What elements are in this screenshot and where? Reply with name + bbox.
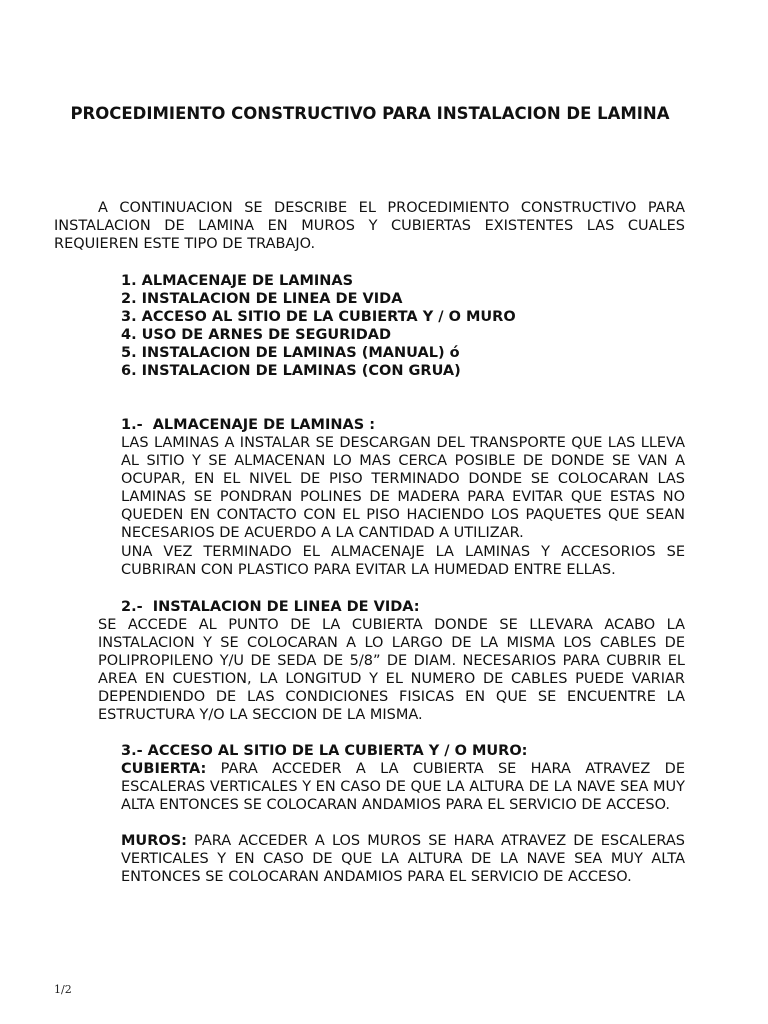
section-body-almacenaje-2: UNA VEZ TERMINADO EL ALMACENAJE LA LAMINAS Y ACCESORIOS SE CUBRIRAN CON PLASTICO PARA EVITAR LA HUMEDAD ENTRE ELLAS.	[121, 544, 685, 579]
toc-item: 5. INSTALACION DE LAMINAS (MANUAL) ó	[121, 345, 460, 362]
section-body-cubierta	[121, 760, 685, 814]
toc-item: 3. ACCESO AL SITIO DE LA CUBIERTA Y / O MURO	[121, 309, 516, 326]
document-title: PROCEDIMIENTO CONSTRUCTIVO PARA INSTALACION DE LAMINA	[70, 104, 670, 123]
section-body-almacenaje: LAS LAMINAS A INSTALAR SE DESCARGAN DEL TRANSPORTE QUE LAS LLEVA AL SITIO Y SE ALMACENAN LO MAS CERCA POSIBLE DE DONDE SE VAN A OCUPAR, EN EL NIVEL DE PISO TERMINADO DONDE SE COLOCARAN LAS LAMINAS SE PONDRAN POLINES DE MADERA PARA EVITAR QUE ESTAS NO QUEDEN EN CONTACTO CON EL PISO HACIENDO LOS PAQUETES QUE SEAN NECESARIOS DE ACUERDO A LA CANTIDAD A UTILIZAR.	[121, 435, 685, 542]
toc-item: 1. ALMACENAJE DE LAMINAS	[121, 273, 354, 289]
intro-paragraph: A CONTINUACION SE DESCRIBE EL PROCEDIMIENTO CONSTRUCTIVO PARA INSTALACION DE LAMINA EN MUROS Y CUBIERTAS EXISTENTES LAS CUALES REQUIEREN ESTE TIPO DE TRABAJO.	[54, 200, 685, 253]
section-heading-almacenaje: 1.- ALMACENAJE DE LAMINAS :	[121, 417, 375, 433]
cubierta-label: CUBIERTA:	[121, 761, 207, 777]
section-body-muros	[121, 832, 685, 886]
cubierta-text: PARA ACCEDER A LA CUBIERTA SE HARA ATRAVEZ DE ESCALERAS VERTICALES Y EN CASO DE QUE LA ALTURA DE LA NAVE SEA MUY ALTA ENTONCES SE COLOCARAN ANDAMIOS PARA EL SERVICIO DE ACCESO.	[121, 761, 685, 814]
table-of-contents	[121, 272, 516, 381]
muros-text: PARA ACCEDER A LOS MUROS SE HARA ATRAVEZ DE ESCALERAS VERTICALES Y EN CASO DE QUE LA ALTURA DE LA NAVE SEA MUY ALTA ENTONCES SE COLOCARAN ANDAMIOS PARA EL SERVICIO DE ACCESO.	[121, 833, 685, 886]
section-heading-linea-de-vida: 2.- INSTALACION DE LINEA DE VIDA:	[121, 599, 420, 615]
page-number: 1/2	[54, 983, 72, 996]
section-body-linea-de-vida: SE ACCEDE AL PUNTO DE LA CUBIERTA DONDE SE LLEVARA ACABO LA INSTALACION Y SE COLOCARAN A LO LARGO DE LA MISMA LOS CABLES DE POLIPROPILENO Y/U DE SEDA DE 5/8” DE DIAM. NECESARIOS PARA CUBRIR EL AREA EN CUESTION, LA LONGITUD Y EL NUMERO DE CABLES PUEDE VARIAR DEPENDIENDO DE LAS CONDICIONES FISICAS EN QUE SE ENCUENTRE LA ESTRUCTURA Y/O LA SECCION DE LA MISMA.	[98, 617, 685, 724]
toc-item: 4. USO DE ARNES DE SEGURIDAD	[121, 327, 392, 344]
toc-item: 6. INSTALACION DE LAMINAS (CON GRUA)	[121, 363, 461, 380]
toc-item: 2. INSTALACION DE LINEA DE VIDA	[121, 291, 403, 308]
muros-label: MUROS:	[121, 833, 187, 849]
section-heading-acceso: 3.- ACCESO AL SITIO DE LA CUBIERTA Y / O MURO:	[121, 743, 528, 759]
